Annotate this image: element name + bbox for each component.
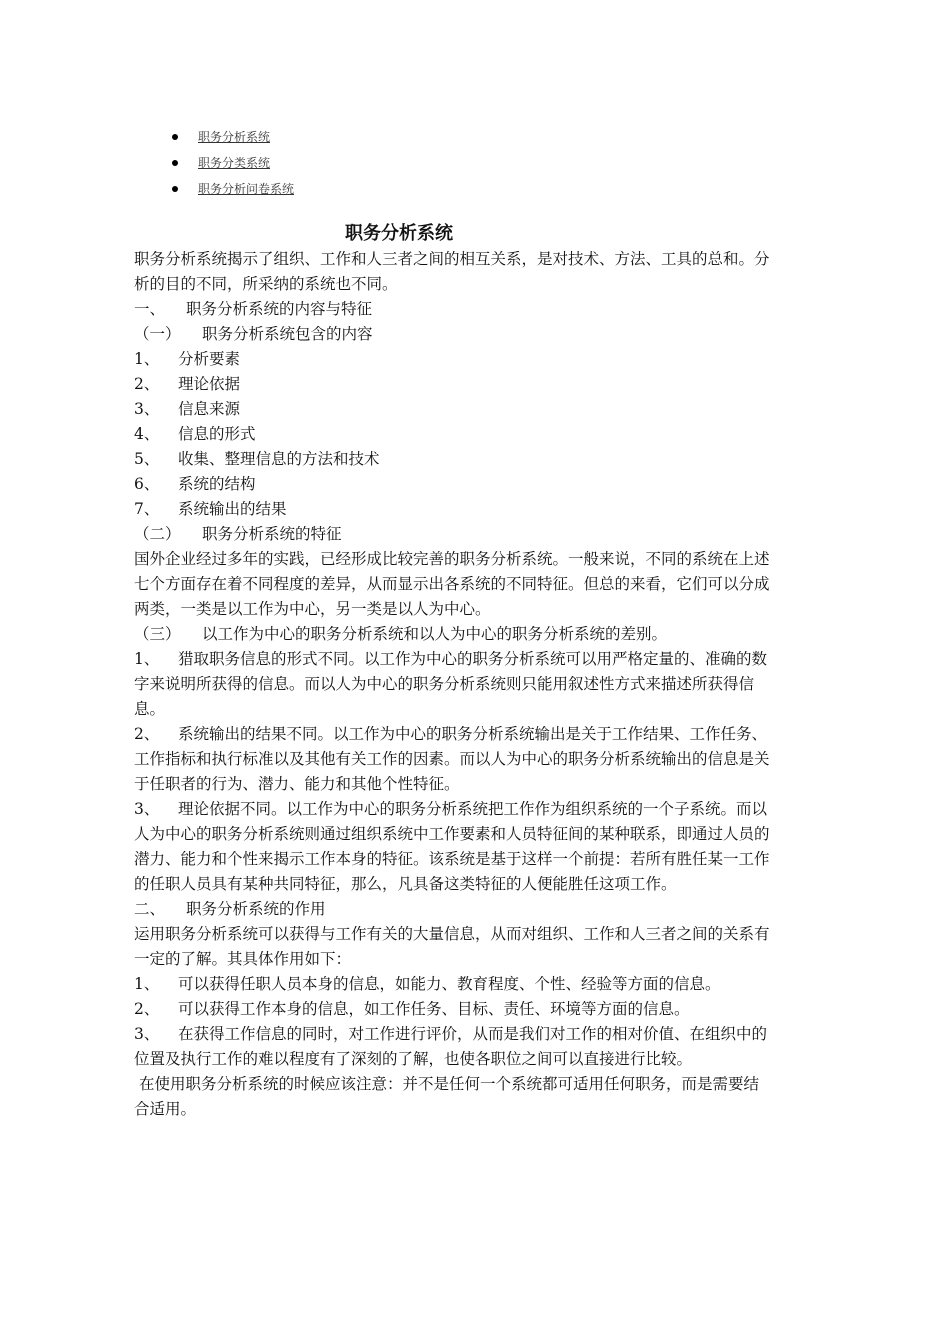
section-heading: 一、 职务分析系统的内容与特征: [134, 300, 373, 318]
subsection-heading: （三） 以工作为中心的职务分析系统和以人为中心的职务分析系统的差别。: [134, 625, 668, 643]
bullet-icon: [172, 186, 178, 192]
list-item: 1、 分析要素: [134, 350, 241, 368]
page-title: 职务分析系统: [345, 223, 453, 244]
link-job-analysis-system[interactable]: 职务分析系统: [198, 130, 271, 144]
link-job-classification-system[interactable]: 职务分类系统: [198, 156, 271, 170]
note-paragraph: 在使用职务分析系统的时候应该注意：并不是任何一个系统都可适用任何职务，而是需要结合适用。: [134, 1075, 759, 1118]
list-item: 5、 收集、整理信息的方法和技术: [134, 450, 380, 468]
intro-paragraph: 职务分析系统揭示了组织、工作和人三者之间的相互关系，是对技术、方法、工具的总和。分析的目的不同，所采纳的系统也不同。: [134, 250, 770, 293]
document-body: [134, 247, 774, 1122]
subsection-heading: （一） 职务分析系统包含的内容: [134, 325, 373, 343]
list-item: 3、 理论依据不同。以工作为中心的职务分析系统把工作作为组织系统的一个子系统。而以人为中心的职务分析系统则通过组织系统中工作要素和人员特征间的某种联系，即通过人员的潜力、能力和个性来揭示工作本身的特征。该系统是基于这样一个前提：若所有胜任某一工作的任职人员具有某种共同特征，那么，凡具备这类特征的人便能胜任这项工作。: [134, 800, 770, 893]
list-item: 2、 可以获得工作本身的信息，如工作任务、目标、责任、环境等方面的信息。: [134, 1000, 690, 1018]
nav-link-item: [172, 176, 294, 202]
bullet-icon: [172, 134, 178, 140]
nav-link-item: [172, 124, 294, 150]
nav-link-item: [172, 150, 294, 176]
list-item: 2、 理论依据: [134, 375, 241, 393]
list-item: 7、 系统输出的结果: [134, 500, 287, 518]
paragraph: 运用职务分析系统可以获得与工作有关的大量信息，从而对组织、工作和人三者之间的关系有一定的了解。其具体作用如下：: [134, 925, 770, 968]
bullet-icon: [172, 160, 178, 166]
list-item: 1、 猎取职务信息的形式不同。以工作为中心的职务分析系统可以用严格定量的、准确的数字来说明所获得的信息。而以人为中心的职务分析系统则只能用叙述性方式来描述所获得信息。: [134, 650, 768, 718]
paragraph: 国外企业经过多年的实践，已经形成比较完善的职务分析系统。一般来说，不同的系统在上述七个方面存在着不同程度的差异，从而显示出各系统的不同特征。但总的来看，它们可以分成两类，一类是以工作为中心，另一类是以人为中心。: [134, 550, 770, 618]
list-item: 6、 系统的结构: [134, 475, 256, 493]
list-item: 3、 信息来源: [134, 400, 241, 418]
subsection-heading: （二） 职务分析系统的特征: [134, 525, 342, 543]
list-item: 2、 系统输出的结果不同。以工作为中心的职务分析系统输出是关于工作结果、工作任务、工作指标和执行标准以及其他有关工作的因素。而以人为中心的职务分析系统输出的信息是关于任职者的行为、潜力、能力和其他个性特征。: [134, 725, 770, 793]
link-job-analysis-questionnaire[interactable]: 职务分析问卷系统: [198, 182, 295, 196]
list-item: 3、 在获得工作信息的同时，对工作进行评价，从而是我们对工作的相对价值、在组织中的位置及执行工作的难以程度有了深刻的了解，也使各职位之间可以直接进行比较。: [134, 1025, 768, 1068]
list-item: 4、 信息的形式: [134, 425, 256, 443]
related-links-list: [172, 124, 294, 202]
list-item: 1、 可以获得任职人员本身的信息，如能力、教育程度、个性、经验等方面的信息。: [134, 975, 721, 993]
section-heading: 二、 职务分析系统的作用: [134, 900, 326, 918]
